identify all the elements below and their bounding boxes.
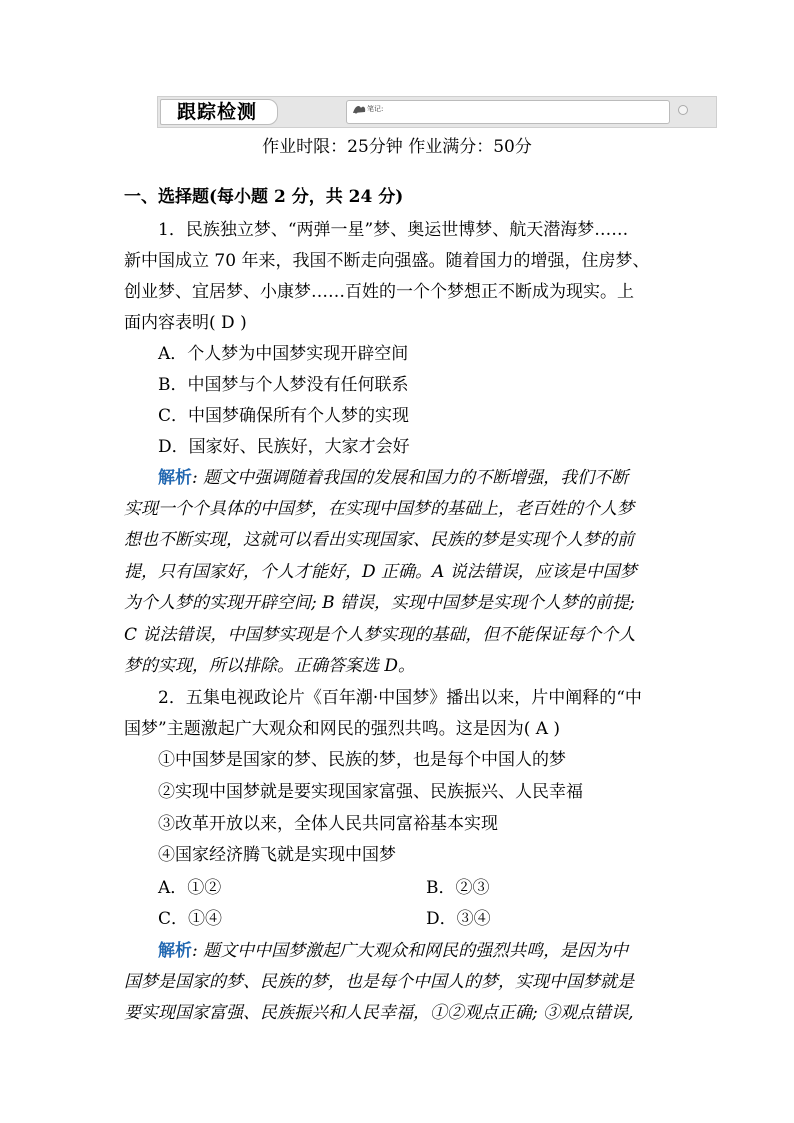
q2-analysis-line-3: 要实现国家富强、民族振兴和人民幸福，①②观点正确; ③观点错误, — [124, 1003, 634, 1023]
q2-statement-1: ①中国梦是国家的梦、民族的梦，也是每个中国人的梦 — [158, 750, 566, 770]
q1-analysis-line-1 — [158, 467, 628, 489]
q2-analysis-line-1 — [158, 940, 628, 962]
q1-option-a: A．个人梦为中国梦实现开辟空间 — [158, 344, 409, 364]
note-icon — [351, 103, 367, 115]
q2-statement-3: ③改革开放以来，全体人民共同富裕基本实现 — [158, 814, 498, 834]
q2-stem-line-1: 2．五集电视政论片《百年潮·中国梦》播出以来，片中阐释的“中 — [158, 688, 642, 708]
section-title: 一、选择题(每小题 2 分，共 24 分) — [124, 187, 404, 207]
q2-stem-line-2: 国梦”主题激起广大观众和网民的强烈共鸣。这是因为( A ) — [124, 719, 561, 739]
q1-analysis-line-5: 为个人梦的实现开辟空间; B 错误，实现中国梦是实现个人梦的前提; — [124, 593, 635, 613]
q1-option-b: B．中国梦与个人梦没有任何联系 — [158, 375, 409, 395]
time-limit: 作业时限：25分钟 作业满分：50分 — [262, 137, 532, 157]
q1-stem-line-3: 创业梦、宜居梦、小康梦……百姓的一个个梦想正不断成为现实。上 — [124, 282, 634, 302]
q2-analysis-line-2: 国梦是国家的梦、民族的梦，也是每个中国人的梦，实现中国梦就是 — [124, 972, 634, 992]
q1-option-d: D．国家好、民族好，大家才会好 — [158, 437, 410, 457]
q1-analysis-label: 解析 — [158, 468, 192, 488]
note-field[interactable] — [346, 100, 670, 124]
q1-analysis-line-3: 想也不断实现，这就可以看出实现国家、民族的梦是实现个人梦的前 — [124, 530, 634, 550]
q1-analysis-line-4: 提，只有国家好，个人才能好，D 正确。A 说法错误，应该是中国梦 — [124, 562, 637, 582]
q1-analysis-line-6: C 说法错误，中国梦实现是个人梦实现的基础，但不能保证每个个人 — [124, 625, 636, 645]
q2-option-c: C．①④ — [158, 909, 223, 929]
q2-statement-4: ④国家经济腾飞就是实现中国梦 — [158, 845, 396, 865]
q1-stem-line-1: 1．民族独立梦、“两弹一星”梦、奥运世博梦、航天潜海梦…… — [158, 220, 629, 240]
q2-analysis-text-1: : 题文中中国梦激起广大观众和网民的强烈共鸣，是因为中 — [192, 941, 629, 961]
q2-option-b: B．②③ — [426, 878, 490, 898]
note-label: 笔记: — [367, 105, 384, 113]
q2-option-a: A．①② — [158, 878, 222, 898]
q1-analysis-line-2: 实现一个个具体的中国梦，在实现中国梦的基础上，老百姓的个人梦 — [124, 499, 634, 519]
q2-statement-2: ②实现中国梦就是要实现国家富强、民族振兴、人民幸福 — [158, 782, 583, 802]
q2-option-d: D．③④ — [426, 909, 491, 929]
q1-stem-line-2: 新中国成立 70 年来，我国不断走向强盛。随着国力的增强，住房梦、 — [124, 251, 650, 271]
q1-option-c: C．中国梦确保所有个人梦的实现 — [158, 406, 410, 426]
q1-stem-line-4: 面内容表明( D ) — [124, 313, 247, 333]
settings-icon[interactable] — [678, 105, 688, 115]
q2-analysis-label: 解析 — [158, 941, 192, 961]
header-tab[interactable]: 跟踪检测 — [160, 99, 278, 125]
header-bar — [157, 96, 717, 128]
q1-analysis-line-7: 梦的实现，所以排除。正确答案选 D。 — [124, 656, 416, 676]
q1-analysis-text-1: : 题文中强调随着我国的发展和国力的不断增强，我们不断 — [192, 468, 629, 488]
